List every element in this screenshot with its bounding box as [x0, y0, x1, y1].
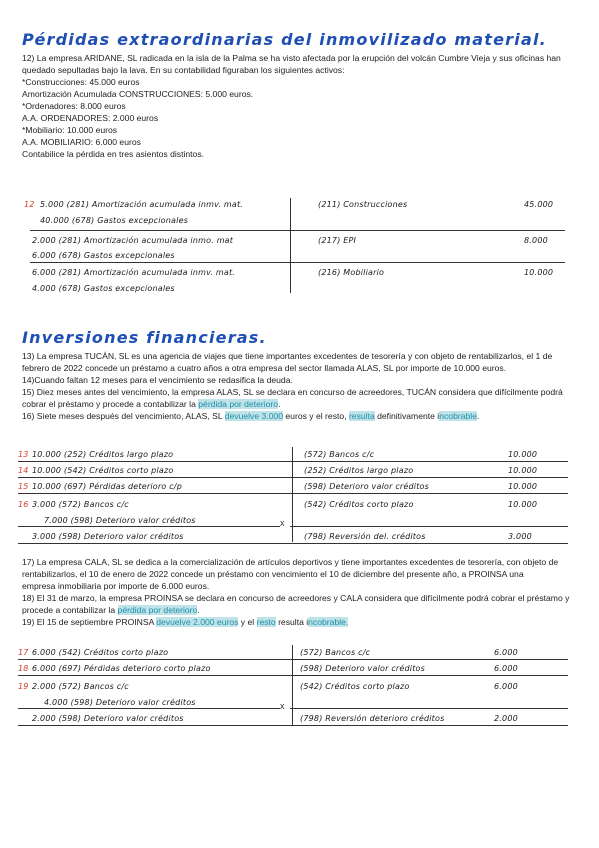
debit-line: 5.000 (281) Amortización acumulada inmv. mat. — [40, 200, 244, 209]
entry-number: 13 — [18, 450, 29, 459]
highlight: devuelve 3.000 — [224, 411, 284, 421]
highlight: ncobrable — [439, 411, 477, 421]
entry-number: 15 — [18, 482, 29, 491]
t-account-divider — [292, 447, 293, 542]
text-run: definitivamente i — [374, 411, 440, 421]
highlight: resto — [256, 617, 276, 627]
entry-separator — [290, 708, 568, 709]
statement-line: 15) Diez meses antes del vencimiento, la empresa ALAS, SL se declara en concurso de acreedores, TUCÁN considera que difícilmente podrá — [22, 387, 563, 397]
statement-12 — [22, 52, 589, 160]
credit-amount: 2.000 — [494, 714, 518, 723]
statement-line: 14)Cuando faltan 12 meses para el vencimiento se redasifica la deuda. — [22, 375, 293, 385]
text-run: 19) El 15 de septiembre PROINSA — [22, 617, 157, 627]
credit-amount: 10.000 — [508, 482, 538, 491]
entry-number: 19 — [18, 682, 29, 691]
entry-number: 14 — [18, 466, 29, 475]
credit-line: (598) Deterioro valor créditos — [304, 482, 430, 491]
entry-separator — [30, 262, 565, 263]
credit-line: (216) Mobiliario — [318, 268, 385, 277]
credit-amount: 45.000 — [524, 200, 554, 209]
debit-line: 10.000 (697) Pérdidas deterioro c/p — [32, 482, 182, 491]
text-run: . — [197, 605, 200, 615]
entry-separator — [18, 543, 568, 544]
entry-separator — [18, 659, 568, 660]
statement-line: febrero de 2022 concede un préstamo a cuatro años a otra empresa del sector llamada ALAS, SL por importe de 10.000 euros. — [22, 363, 507, 373]
debit-line: 2.000 (281) Amortización acumulada inmo. mat — [32, 236, 234, 245]
entry-separator — [18, 675, 568, 676]
credit-amount: 8.000 — [524, 236, 548, 245]
debit-line: 7.000 (598) Deterioro valor créditos — [44, 516, 196, 525]
debit-line: 2.000 (598) Deterioro valor créditos — [32, 714, 184, 723]
debit-line: 3.000 (598) Deterioro valor créditos — [32, 532, 184, 541]
statement-17-19 — [22, 556, 589, 628]
credit-amount: 6.000 — [494, 648, 518, 657]
credit-line: (542) Créditos corto plazo — [300, 682, 410, 691]
section-heading-perdidas: Pérdidas extraordinarias del inmovilizado material. — [22, 30, 547, 49]
text-run: procede a contabilizar la — [22, 605, 118, 615]
section-heading-inversiones: Inversiones financieras. — [22, 328, 267, 347]
statement-line: Contabilice la pérdida en tres asientos distintos. — [22, 149, 205, 159]
statement-line — [22, 410, 589, 422]
statement-line: quedado sepultadas bajo la lava. En su contabilidad figuraban los siguientes activos: — [22, 65, 345, 75]
debit-line: 10.000 (542) Créditos corto plazo — [32, 466, 174, 475]
entry-separator — [18, 725, 568, 726]
statement-line: empresa inmobiliaria por importe de 6.000 euros. — [22, 581, 210, 591]
debit-line: 4.000 (598) Deterioro valor créditos — [44, 698, 196, 707]
credit-amount: 10.000 — [508, 500, 538, 509]
debit-line: 2.000 (572) Bancos c/c — [32, 682, 129, 691]
t-account-divider — [292, 645, 293, 725]
credit-line: (572) Bancos c/c — [300, 648, 371, 657]
text-run: y el — [238, 617, 257, 627]
highlight: pérdida por deterioro — [117, 605, 198, 615]
statement-line: *Ordenadores: 8.000 euros — [22, 101, 126, 111]
text-run: cobrar el préstamo y procede a contabilizar la — [22, 399, 199, 409]
credit-line: (211) Construcciones — [318, 200, 408, 209]
statement-line — [22, 616, 589, 628]
entry-number: 18 — [18, 664, 29, 673]
credit-amount: 6.000 — [494, 664, 518, 673]
credit-line: (572) Bancos c/c — [304, 450, 375, 459]
debit-line: 6.000 (281) Amortización acumulada inmv. mat. — [32, 268, 236, 277]
debit-line: 10.000 (252) Créditos largo plazo — [32, 450, 174, 459]
entry-number: 12 — [24, 200, 35, 209]
entry-separator — [18, 708, 280, 709]
cross-mark: x — [280, 518, 285, 528]
credit-line: (542) Créditos corto plazo — [304, 500, 414, 509]
credit-amount: 3.000 — [508, 532, 532, 541]
statement-line: 12) La empresa ARIDANE, SL radicada en la isla de la Palma se ha visto afectada por la erupción del volcán Cumbre Vieja y sus oficinas han — [22, 53, 561, 63]
statement-line: 18) El 31 de marzo, la empresa PROINSA se declara en concurso de acreedores y CALA considera que difícilmente podrá cobrar el préstamo y — [22, 593, 570, 603]
statement-line: rentabilizarlos, el 10 de enero de 2022 concede un préstamo con vencimiento el 10 de diciembre del presente año, a PROINSA una — [22, 569, 524, 579]
entry-separator — [18, 493, 568, 494]
highlight: devuelve 2.000 euros — [156, 617, 239, 627]
text-run: 16) Siete meses después del vencimiento, ALAS, SL — [22, 411, 225, 421]
entry-separator — [18, 526, 280, 527]
statement-line: 13) La empresa TUCÁN, SL es una agencia de viajes que tiene importantes excedentes de tesorería y con objeto de rentabilizarlos, el 1 de — [22, 351, 553, 361]
statement-line: Amortización Acumulada CONSTRUCCIONES: 5.000 euros. — [22, 89, 254, 99]
cross-mark: x — [280, 701, 285, 711]
statement-line: *Mobiliario: 10.000 euros — [22, 125, 118, 135]
entry-separator — [290, 526, 568, 527]
debit-line: 6.000 (678) Gastos excepcionales — [32, 251, 175, 260]
statement-line: *Construcciones: 45.000 euros — [22, 77, 140, 87]
t-account-divider — [290, 198, 291, 293]
debit-line: 6.000 (542) Créditos corto plazo — [32, 648, 169, 657]
statement-line — [22, 604, 589, 616]
entry-separator — [18, 477, 568, 478]
credit-line: (598) Deterioro valor créditos — [300, 664, 426, 673]
highlight: pérdida por deterioro — [198, 399, 279, 409]
text-run: euros y el resto, — [283, 411, 349, 421]
debit-line: 6.000 (697) Pérdidas deterioro corto plazo — [32, 664, 211, 673]
statement-line: 17) La empresa CALA, SL se dedica a la comercialización de artículos deportivos y tiene importantes excedentes de tesorería, con objeto de — [22, 557, 559, 567]
credit-amount: 10.000 — [508, 450, 538, 459]
debit-line: 3.000 (572) Bancos c/c — [32, 500, 129, 509]
entry-number: 16 — [18, 500, 29, 509]
entry-number: 17 — [18, 648, 29, 657]
highlight: ncobrable. — [308, 617, 349, 627]
debit-line: 40.000 (678) Gastos excepcionales — [40, 216, 189, 225]
credit-line: (798) Reversión del. créditos — [304, 532, 426, 541]
statement-13-16 — [22, 350, 589, 422]
entry-separator — [30, 230, 565, 231]
credit-line: (217) EPI — [318, 236, 357, 245]
statement-line — [22, 398, 589, 410]
text-run: resulta i — [275, 617, 309, 627]
credit-amount: 6.000 — [494, 682, 518, 691]
statement-line: A.A. MOBILIARIO: 6.000 euros — [22, 137, 141, 147]
credit-line: (252) Créditos largo plazo — [304, 466, 414, 475]
credit-amount: 10.000 — [524, 268, 554, 277]
credit-amount: 10.000 — [508, 466, 538, 475]
text-run: . — [278, 399, 281, 409]
highlight: resulta — [348, 411, 375, 421]
statement-line: A.A. ORDENADORES: 2.000 euros — [22, 113, 159, 123]
debit-line: 4.000 (678) Gastos excepcionales — [32, 284, 175, 293]
entry-separator — [18, 461, 568, 462]
text-run: . — [476, 411, 480, 421]
credit-line: (798) Reversión deterioro créditos — [300, 714, 445, 723]
